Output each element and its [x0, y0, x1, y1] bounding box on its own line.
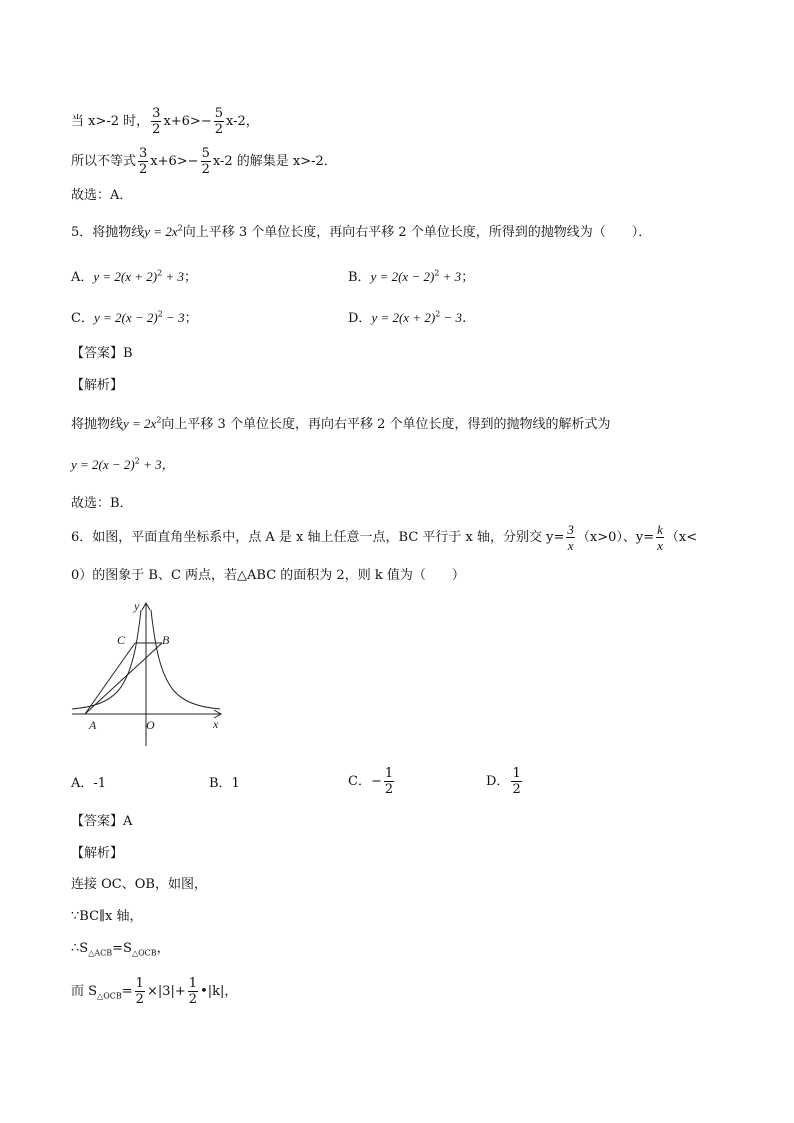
label-a: A [89, 718, 97, 732]
choose-a-line: 故选：A． [71, 188, 133, 203]
fraction: $\frac{5}{2}$ [201, 146, 210, 177]
q5-solution-line-2: $y = 2(x - 2)^2 + 3$， [71, 456, 175, 472]
q5-option-a[interactable]: A．$y = 2(x + 2)^2 + 3$； [71, 268, 198, 285]
fraction: $\frac{5}{2}$ [214, 106, 223, 137]
question-6-stem: 6．如图，平面直角坐标系中，点 A 是 x 轴上任意一点，BC 平行于 x 轴，分别交 y= $\frac{3}{x}$ （x>0）、y= $\frac{k}{x}$ （x< [71, 522, 698, 553]
q6-answer: 【答案】A [71, 814, 133, 829]
coordinate-graph [66, 596, 228, 752]
q5-answer: 【答案】B [71, 346, 133, 361]
question-5-stem: 5．将抛物线$y = 2x^2$向上平移 3 个单位长度，再向右平移 2 个单位长度，所得到的抛物线为（ ）． [71, 223, 652, 240]
q6-solution-step-3: $\therefore S_{\triangle ACB}=S_{\triangle OCB}$， [71, 941, 170, 958]
q5-option-b[interactable]: B．$y = 2(x - 2)^2 + 3$； [348, 268, 475, 285]
fraction: $\frac{1}{2}$ [188, 976, 198, 1007]
q6-solution-step-1: 连接 OC、OB，如图， [71, 877, 207, 892]
fraction: $\frac{1}{2}$ [512, 766, 521, 797]
fraction: $\frac{1}{2}$ [135, 976, 144, 1007]
q6-option-a[interactable]: A．-1 [71, 776, 107, 791]
q5-solution-line-1: 将抛物线$y = 2x^2$向上平移 3 个单位长度，再向右平移 2 个单位长度，得到的抛物线的解析式为 [71, 415, 611, 432]
q5-analysis-heading: 【解析】 [71, 378, 124, 393]
segment-ac [85, 643, 135, 714]
q6-option-d[interactable]: D． $\frac{1}{2}$ [486, 766, 521, 797]
label-c: C [117, 633, 126, 647]
label-x: x [213, 717, 219, 731]
label-b: B [162, 633, 170, 647]
segment-ab [85, 643, 162, 714]
fraction: $\frac{3}{x}$ [567, 522, 574, 553]
line-when-x-gt-neg2: 当 x>-2 时， $\frac{3}{2}$ x+6>− $\frac{5}{2}$ x-2， [71, 106, 259, 137]
fraction: $\frac{k}{x}$ [657, 522, 663, 553]
fraction: $\frac{3}{2}$ [152, 106, 161, 137]
fraction: $\frac{3}{2}$ [139, 146, 148, 177]
fraction: $\frac{1}{2}$ [384, 766, 394, 797]
q5-option-d[interactable]: D．$y = 2(x + 2)^2 - 3$. [348, 309, 467, 326]
question-6-stem-line-2: 0）的图象于 B、C 两点，若△ABC 的面积为 2，则 k 值为（ ） [71, 568, 465, 583]
q6-option-b[interactable]: B．1 [209, 776, 240, 791]
label-o: O [146, 718, 155, 732]
label-y: y [134, 599, 140, 613]
curve-right-branch [151, 610, 220, 709]
q5-option-c[interactable]: C．$y = 2(x - 2)^2 - 3$； [71, 309, 198, 326]
q5-choose: 故选：B． [71, 496, 133, 511]
q6-option-c[interactable]: C．− $\frac{1}{2}$ [348, 766, 394, 797]
q6-analysis-heading: 【解析】 [71, 846, 124, 861]
line-solution-set: 所以不等式 $\frac{3}{2}$ x+6>− $\frac{5}{2}$ x-2 的解集是 x>-2． [71, 146, 337, 177]
q6-solution-step-2: ∵BC∥x 轴， [71, 909, 143, 924]
q6-solution-step-4: 而 $S_{\triangle OCB}=$ $\frac{1}{2}$ ×|3|+ $\frac{1}{2}$ •|k|， [71, 976, 238, 1007]
